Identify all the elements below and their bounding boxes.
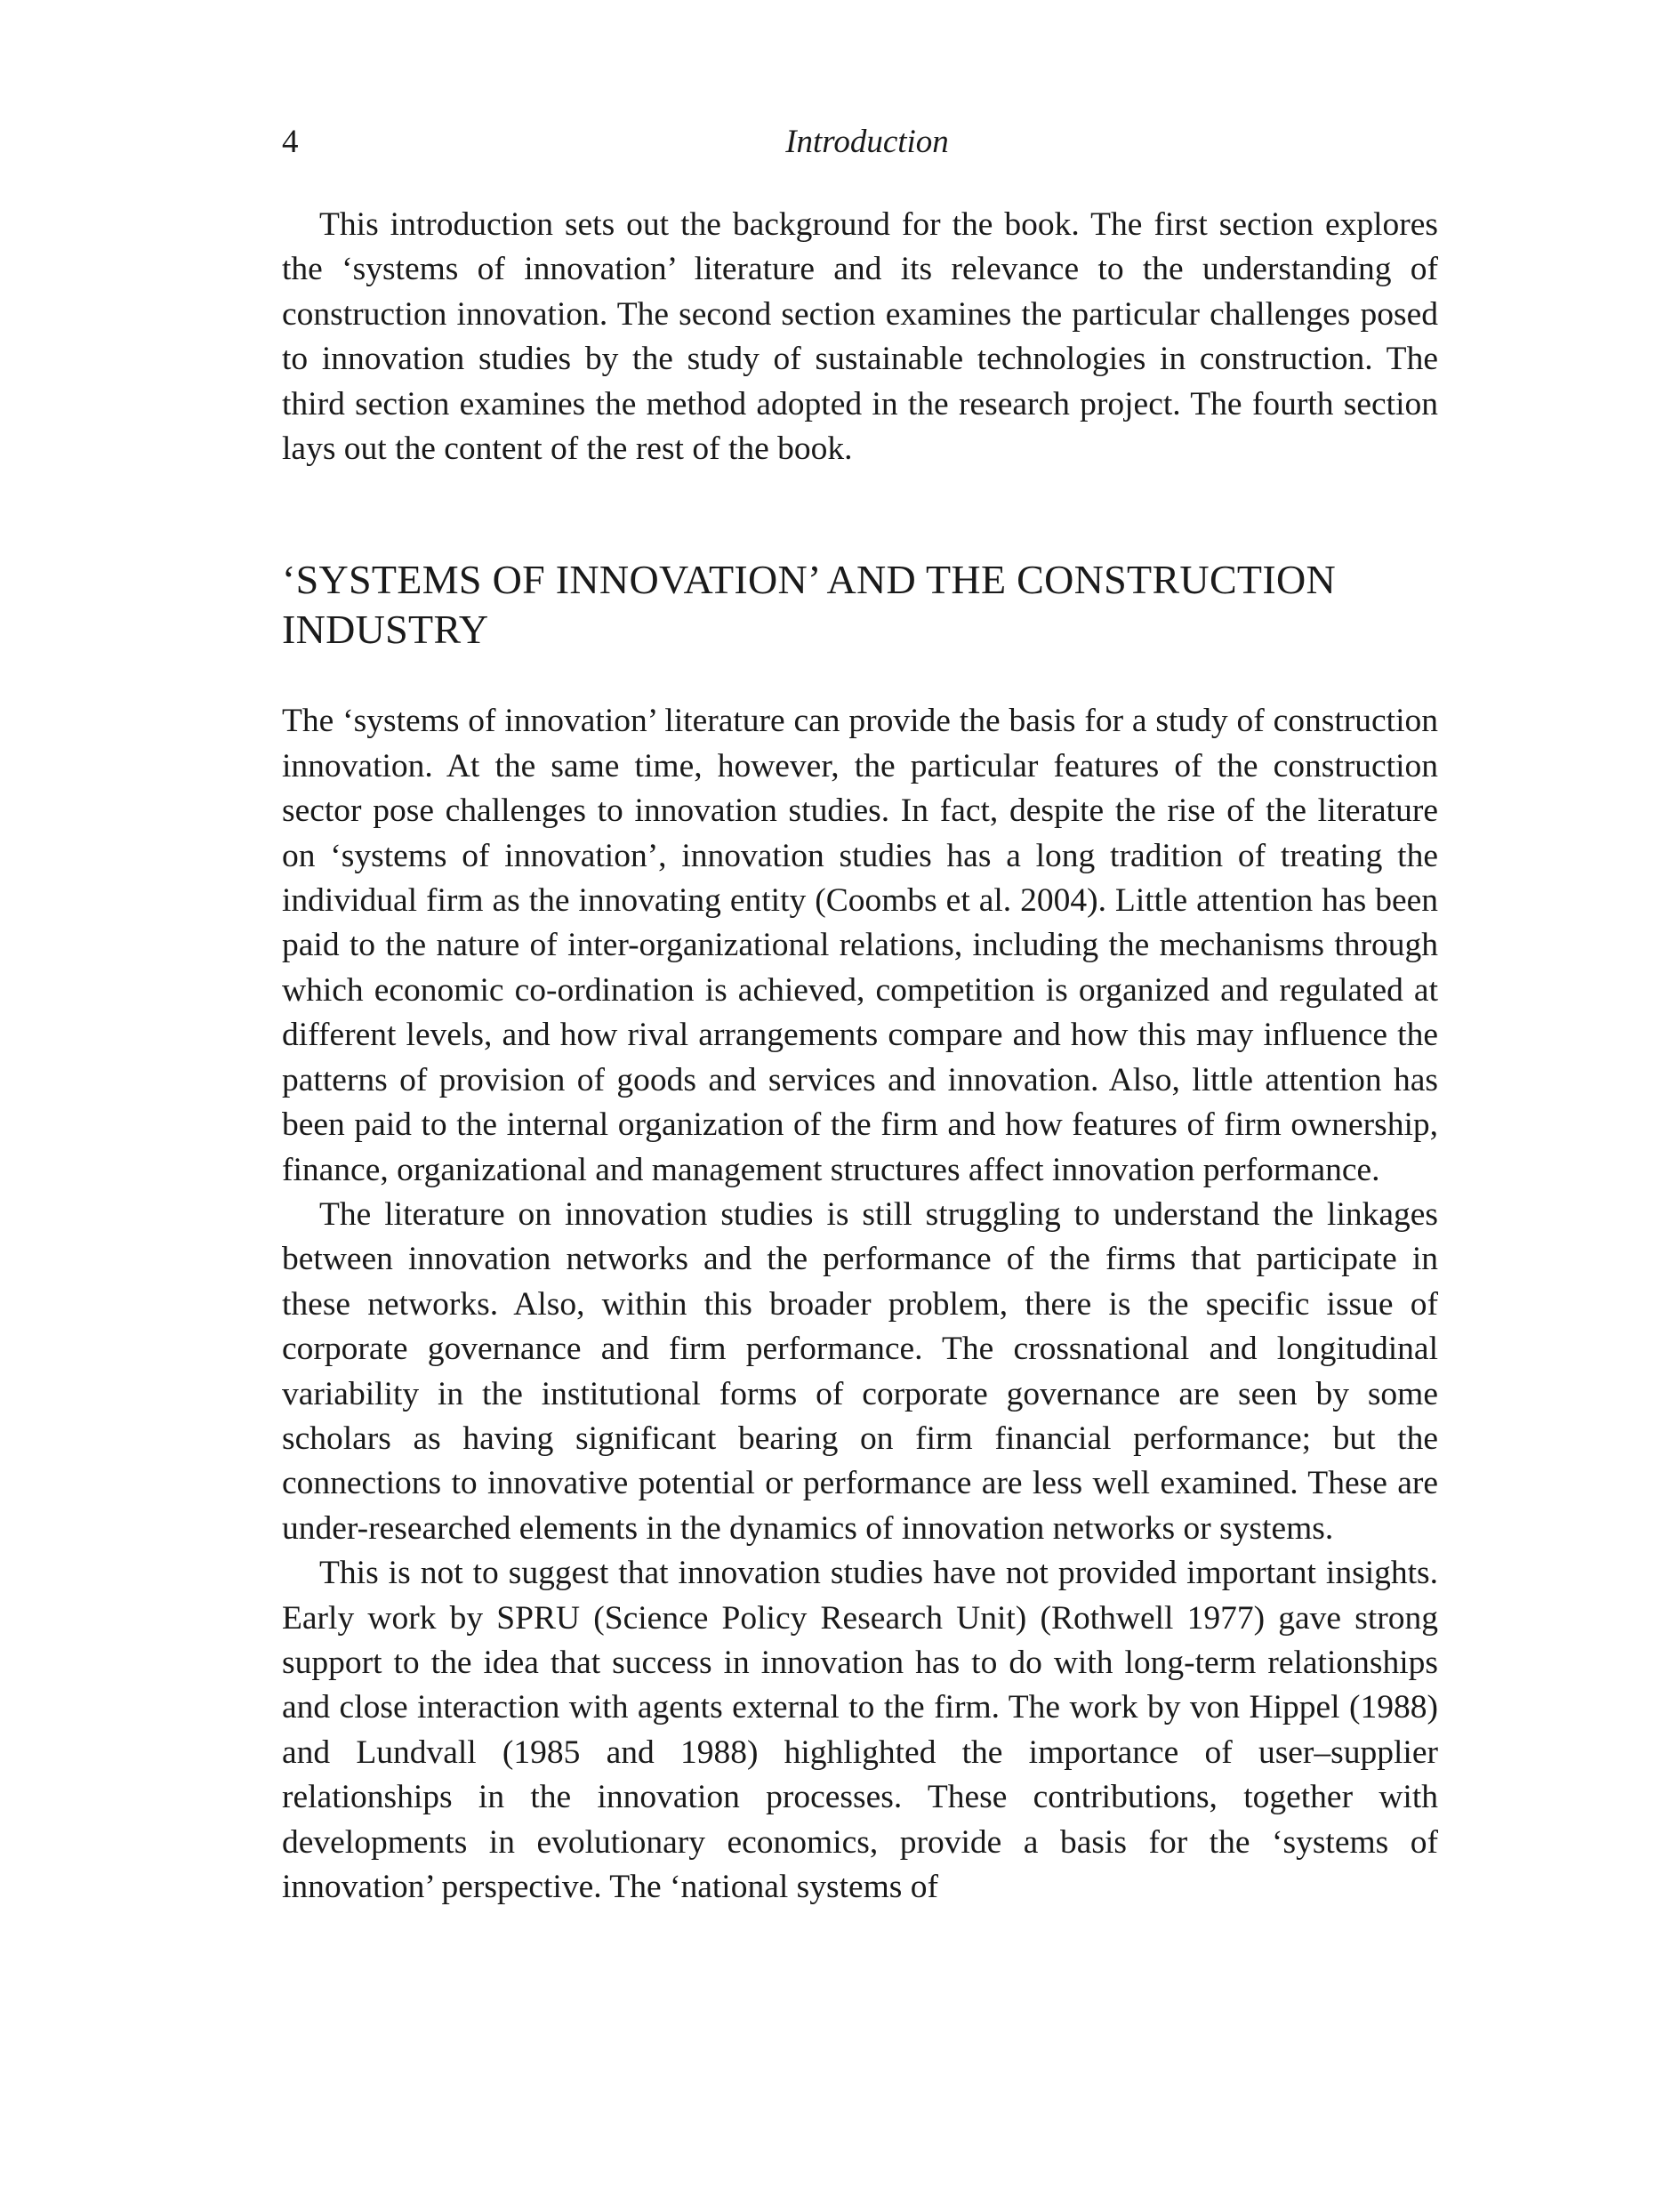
intro-block (282, 203, 1438, 471)
running-head (282, 116, 1438, 169)
intro-paragraph: This introduction sets out the background for the book. The first section explores the ‘systems of innovation’ literature and its relevance to the understanding of construction innovation. The second section examines the particular challenges posed to innovation studies by the study of sustainable technologies in construction. The third section examines the method adopted in the research project. The fourth section lays out the content of the rest of the book. (282, 206, 1438, 468)
body-paragraph-2: The literature on innovation studies is still struggling to understand the linkages between innovation networks and the performance of the firms that participate in these networks. Also, within this broader problem, there is the specific issue of corporate governance and firm performance. The crossnational and longitudinal variability in the institutional forms of corporate governance are seen by some scholars as having significant bearing on firm financial performance; but the connections to innovative potential or performance are less well examined. These are under-researched elements in the dynamics of innovation networks or systems. (282, 1195, 1438, 1547)
body-paragraph-1: The ‘systems of innovation’ literature can provide the basis for a study of construction innovation. At the same time, however, the particular features of the construction sector pose challenges to innovation studies. In fact, despite the rise of the literature on ‘systems of innovation’, innovation studies has a long tradition of treating the individual firm as the innovating entity (Coombs et al. 2004). Little attention has been paid to the nature of inter-organizational relations, including the mechanisms through which economic co-ordination is achieved, competition is organized and regulated at different levels, and how rival arrangements compare and how this may influence the patterns of provision of goods and services and innovation. Also, little attention has been paid to the internal organization of the firm and how features of firm ownership, finance, organizational and management structures affect innovation performance. (282, 703, 1438, 1188)
page-number: 4 (282, 124, 299, 160)
body-paragraph-3: This is not to suggest that innovation studies have not provided important insights. Early work by SPRU (Science Policy Research Unit) (Rothwell 1977) gave strong support to the idea that success in innovation has to do with long-term relationships and close interaction with agents external to the firm. The work by von Hippel (1988) and Lundvall (1985 and 1988) highlighted the importance of user–supplier relationships in the innovation processes. These contributions, together with developments in evolutionary economics, provide a basis for the ‘systems of innovation’ perspective. The ‘national systems of (282, 1555, 1438, 1905)
section-body (282, 699, 1438, 1910)
section-heading: ‘SYSTEMS OF INNOVATION’ AND THE CONSTRUCTION INDUSTRY (282, 557, 1336, 653)
book-page (282, 116, 1438, 1910)
running-title: Introduction (785, 124, 949, 160)
